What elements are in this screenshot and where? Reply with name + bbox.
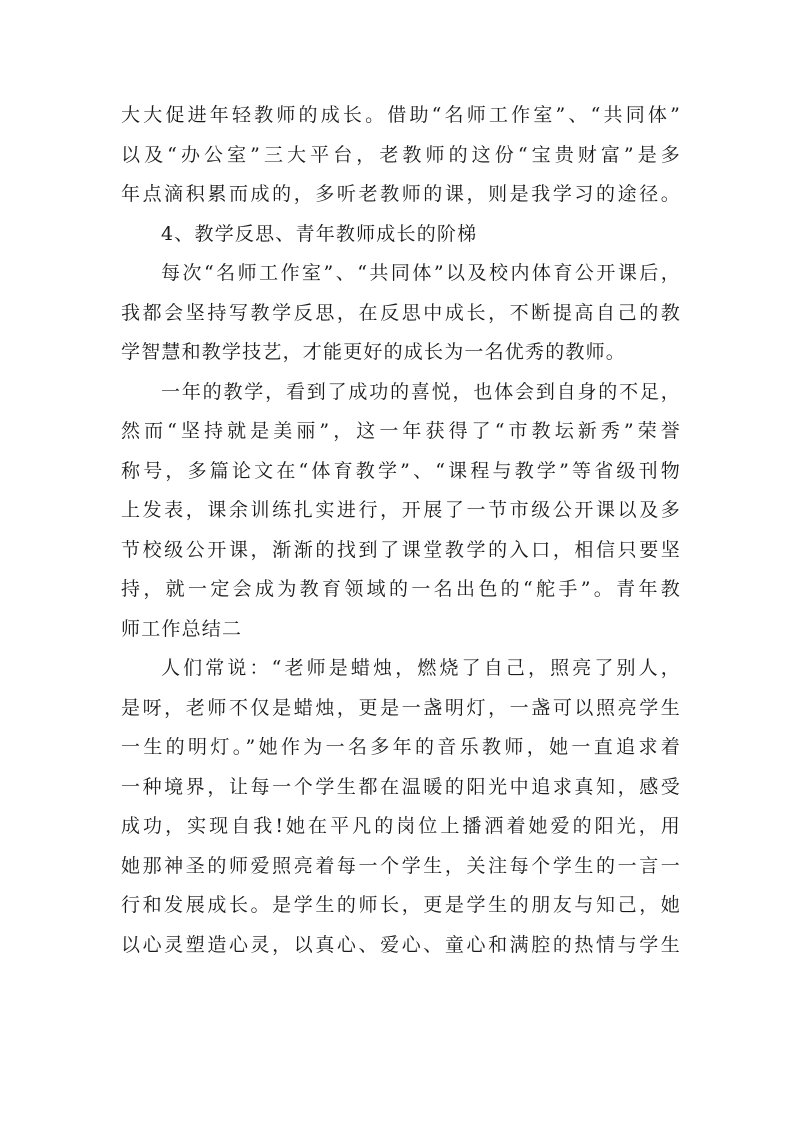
text-line: 我都会坚持写教学反思，在反思中成长，不断提高自己的教 (121, 301, 681, 324)
text-line: 大大促进年轻教师的成长。借助“名师工作室”、“共同体” (121, 104, 681, 126)
text-line: 称号，多篇论文在“体育教学”、“课程与教学”等省级刊物 (121, 459, 681, 482)
text-line: 节校级公开课，渐渐的找到了课堂教学的入口，相信只要坚 (121, 538, 681, 561)
text-line: 学智慧和教学技艺，才能更好的成长为一名优秀的教师。 (121, 341, 627, 363)
text-line: 是呀，老师不仅是蜡烛，更是一盏明灯，一盏可以照亮学生 (121, 696, 681, 719)
text-line: 每次“名师工作室”、“共同体”以及校内体育公开课后， (161, 262, 681, 284)
text-line: 以及“办公室”三大平台，老教师的这份“宝贵财富”是多 (121, 143, 681, 166)
text-line: 年点滴积累而成的，多听老教师的课，则是我学习的途径。 (121, 183, 681, 205)
document-body (121, 96, 681, 965)
text-line: 师工作总结二 (121, 617, 243, 640)
text-line: 然而“坚持就是美丽”，这一年获得了“市教坛新秀”荣誉 (121, 420, 681, 442)
text-line: 行和发展成长。是学生的师长，更是学生的朋友与知己，她 (121, 894, 681, 916)
text-line: 人们常说：“老师是蜡烛，燃烧了自己，照亮了别人， (161, 657, 681, 679)
text-line: 上发表，课余训练扎实进行，开展了一节市级公开课以及多 (121, 499, 681, 521)
text-line: 一生的明灯。”她作为一名多年的音乐教师，她一直追求着 (121, 736, 681, 758)
text-line: 成功，实现自我!她在平凡的岗位上播洒着她爱的阳光，用 (121, 815, 681, 837)
text-line: 一年的教学，看到了成功的喜悦，也体会到自身的不足， (161, 380, 681, 403)
text-line: 持，就一定会成为教育领域的一名出色的“舵手”。青年教 (121, 578, 681, 600)
text-line: 她那神圣的师爱照亮着每一个学生，关注每个学生的一言一 (121, 854, 681, 877)
text-line: 一种境界，让每一个学生都在温暖的阳光中追求真知，感受 (121, 775, 681, 798)
text-line: 4、教学反思、青年教师成长的阶梯 (161, 222, 478, 245)
text-line: 以心灵塑造心灵，以真心、爱心、童心和满腔的热情与学生 (121, 933, 681, 956)
